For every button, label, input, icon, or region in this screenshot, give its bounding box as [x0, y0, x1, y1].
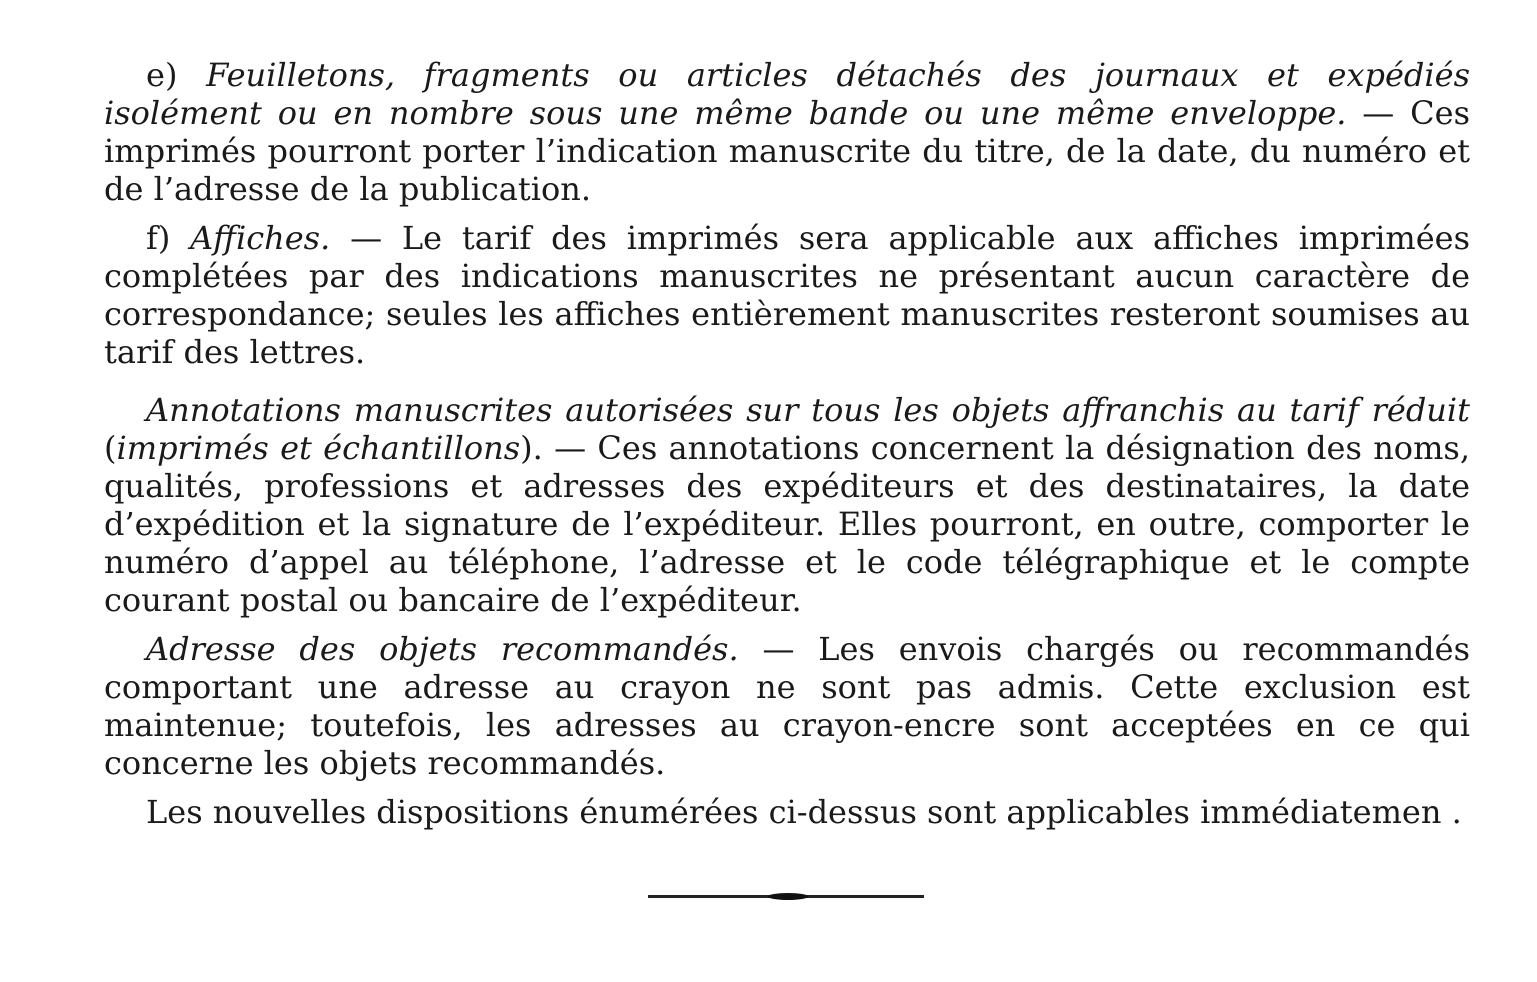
paragraph-annotations: [104, 391, 1470, 619]
paragraph-body: — Le tarif des imprimés sera applicable aux affiches imprimées complétées par des indications manuscrites ne présentant aucun caractère de correspondance; seules les affiches entièrement manuscrites resteront soumises au tarif des lettres.: [104, 219, 1471, 371]
paragraph-paren: (: [104, 429, 117, 467]
paragraph-lead: f): [146, 219, 191, 257]
paragraph-subheading: imprimés et échantillons: [116, 429, 521, 467]
paragraph-lead: e): [146, 56, 207, 94]
paragraph-heading: Annotations manuscrites autorisées sur tous les objets affranchis au tarif réduit: [146, 391, 1470, 429]
paragraph-dispositions: [104, 793, 1470, 831]
paragraph-body: — Ces imprimés pourront porter l’indication manuscrite du titre, de la date, du numéro et de l’adresse de la publication.: [104, 94, 1471, 208]
paragraph-heading: Adresse des objets recommandés.: [146, 630, 739, 668]
paragraph-e-feuilletons: [104, 56, 1470, 208]
section-end-rule: [648, 895, 924, 898]
paragraph-body: — Les envois chargés ou recommandés comportant une adresse au crayon ne sont pas admis. Cette exclusion est maintenue; toutefois, les adresses au crayon-encre sont acceptées en ce qui concerne les objets recommandés.: [104, 630, 1471, 782]
paragraph-heading: Affiches.: [190, 219, 331, 257]
paragraph-heading: Feuilletons, fragments ou articles détachés des journaux et expédiés isolément ou en nombre sous une même bande ou une même enveloppe.: [104, 56, 1471, 132]
paragraph-f-affiches: [104, 219, 1470, 371]
paragraph-body: ). — Ces annotations concernent la désignation des noms, qualités, professions et adresses des expéditeurs et des destinataires, la date d’expédition et la signature de l’expéditeur. Elles pourront, en outre, comporter le numéro d’appel au téléphone, l’adresse et le code télégraphique et le compte courant postal ou bancaire de l’expéditeur.: [104, 429, 1471, 619]
document-text: [104, 56, 1470, 842]
paragraph-adresse-recommandes: [104, 630, 1470, 782]
paragraph-body: Les nouvelles dispositions énumérées ci-dessus sont applicables immédiatemen .: [146, 793, 1462, 831]
